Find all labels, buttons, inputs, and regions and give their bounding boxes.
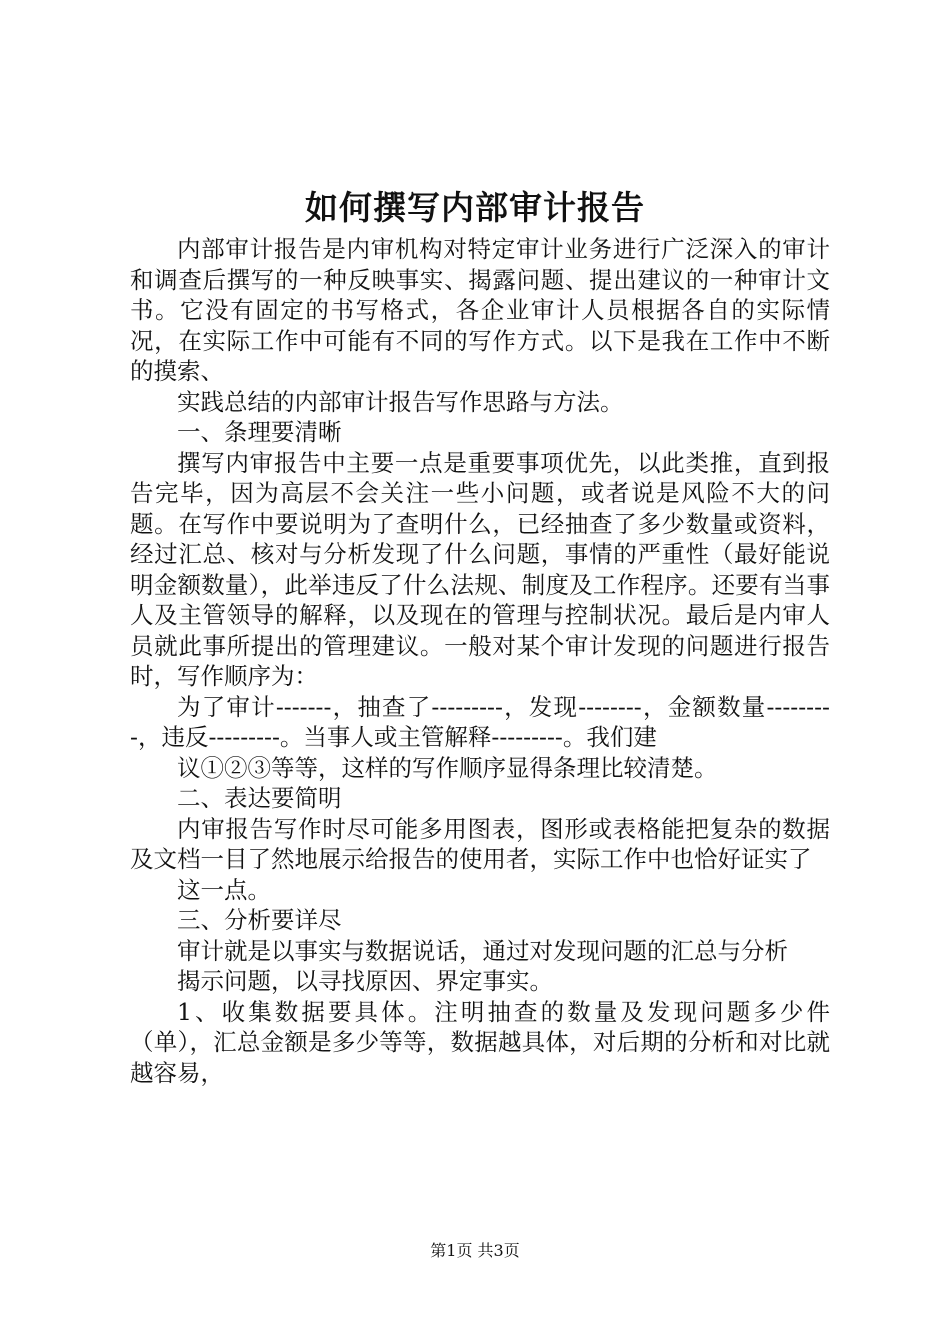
paragraph-section-3: 审计就是以事实与数据说话，通过对发现问题的汇总与分析 <box>177 936 788 965</box>
paragraph-section-3-item-1: 1、收集数据要具体。注明抽查的数量及发现问题多少件（单），汇总金额是多少等等，数据越具体，对后期的分析和对比就越容易， <box>130 997 830 1087</box>
paragraph-intro: 内部审计报告是内审机构对特定审计业务进行广泛深入的审计和调查后撰写的一种反映事实、揭露问题、提出建议的一种审计文书。它没有固定的书写格式，各企业审计人员根据各自的实际情况，在实际工作中可能有不同的写作方式。以下是我在工作中不断的摸索、 <box>130 235 830 385</box>
heading-section-3: 三、分析要详尽 <box>177 906 342 934</box>
document-body <box>130 234 830 1088</box>
paragraph-section-2: 内审报告写作时尽可能多用图表，图形或表格能把复杂的数据及文档一目了然地展示给报告的使用者，实际工作中也恰好证实了 <box>130 814 830 873</box>
document-title: 如何撰写内部审计报告 <box>305 188 645 227</box>
paragraph-writing-order: 为了审计-------，抽查了---------，发现--------，金额数量---------，违反---------。当事人或主管解释---------。我们建 <box>130 692 830 751</box>
paragraph-section-2-cont: 这一点。 <box>177 875 271 904</box>
page-footer: 第1页 共3页 <box>430 1241 520 1260</box>
heading-section-2: 二、表达要简明 <box>177 784 342 812</box>
paragraph-writing-order-cont: 议①②③等等，这样的写作顺序显得条理比较清楚。 <box>177 753 718 782</box>
paragraph-intro-cont: 实践总结的内部审计报告写作思路与方法。 <box>177 387 624 416</box>
heading-section-1: 一、条理要清晰 <box>177 418 342 446</box>
paragraph-section-3-cont: 揭示问题，以寻找原因、界定事实。 <box>177 967 553 995</box>
paragraph-section-1: 撰写内审报告中主要一点是重要事项优先，以此类推，直到报告完毕，因为高层不会关注一些小问题，或者说是风险不大的问题。在写作中要说明为了查明什么，已经抽查了多少数量或资料，经过汇总、核对与分析发现了什么问题，事情的严重性（最好能说明金额数量），此举违反了什么法规、制度及工作程序。还要有当事人及主管领导的解释，以及现在的管理与控制状况。最后是内审人员就此事所提出的管理建议。一般对某个审计发现的问题进行报告时，写作顺序为： <box>130 448 830 690</box>
